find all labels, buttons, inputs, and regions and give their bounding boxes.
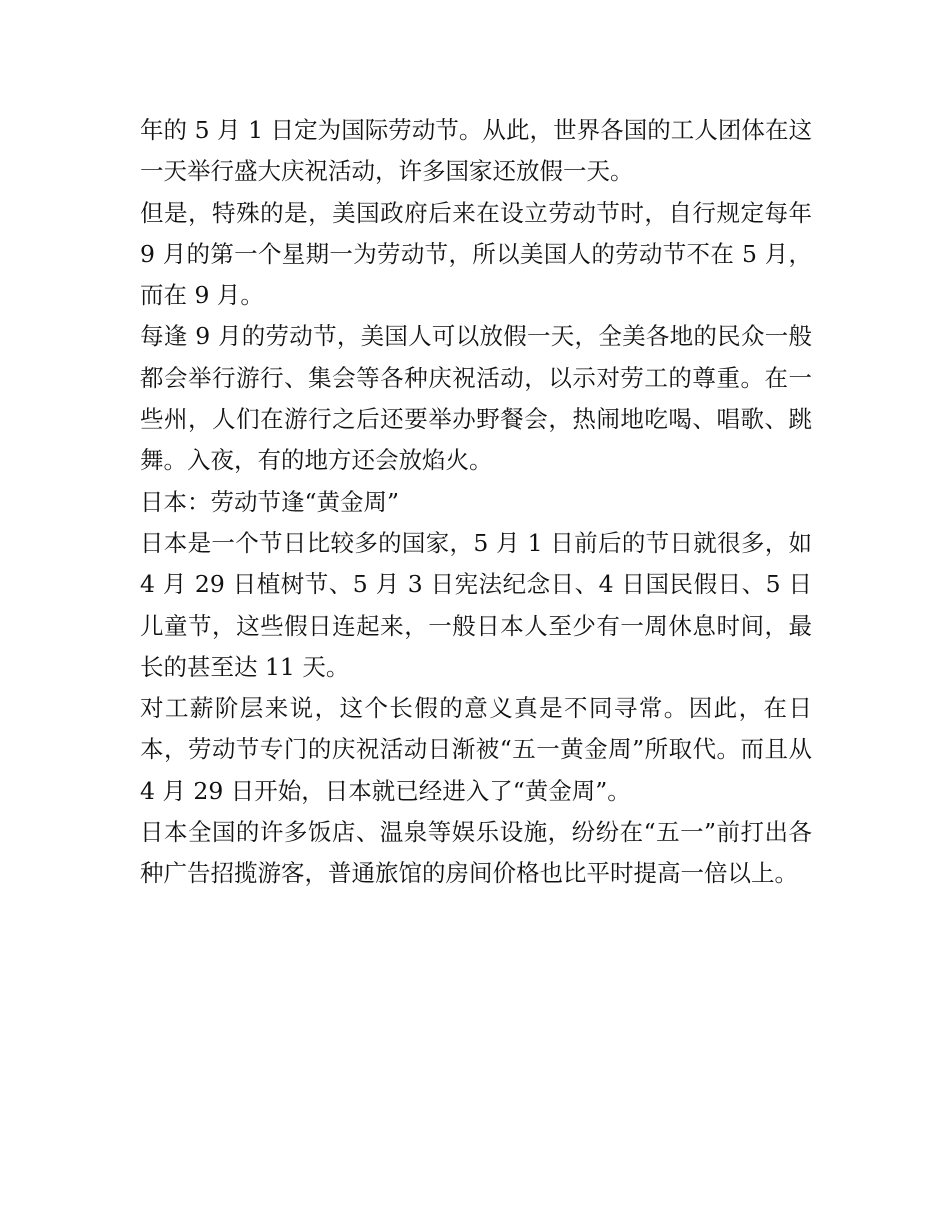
paragraph-3: 每逢 9 月的劳动节，美国人可以放假一天，全美各地的民众一般都会举行游行、集会等各种庆祝活动，以示对劳工的尊重。在一些州，人们在游行之后还要举办野餐会，热闹地吃喝、唱歌、跳舞。入夜，有的地方还会放焰火。: [140, 322, 812, 475]
section-heading-japan: 日本：劳动节逢“黄金周”: [140, 487, 400, 516]
paragraph-1: 年的 5 月 1 日定为国际劳动节。从此，世界各国的工人团体在这一天举行盛大庆祝活动，许多国家还放假一天。: [140, 116, 812, 186]
paragraph-2: 但是，特殊的是，美国政府后来在设立劳动节时，自行规定每年 9 月的第一个星期一为劳动节，所以美国人的劳动节不在 5 月，而在 9 月。: [140, 198, 812, 310]
paragraph-6: 对工薪阶层来说，这个长假的意义真是不同寻常。因此，在日本，劳动节专门的庆祝活动日渐被“五一黄金周”所取代。而且从 4 月 29 日开始，日本就已经进入了“黄金周”。: [140, 694, 812, 805]
paragraph-5: 日本是一个节日比较多的国家，5 月 1 日前后的节日就很多，如 4 月 29 日植树节、5 月 3 日宪法纪念日、4 日国民假日、5 日儿童节，这些假日连起来，一般日本人至少有一周休息时间，最长的甚至达 11 天。: [140, 528, 812, 681]
document-page: [140, 110, 812, 895]
paragraph-7: 日本全国的许多饭店、温泉等娱乐设施，纷纷在“五一”前打出各种广告招揽游客，普通旅馆的房间价格也比平时提高一倍以上。: [140, 818, 812, 888]
